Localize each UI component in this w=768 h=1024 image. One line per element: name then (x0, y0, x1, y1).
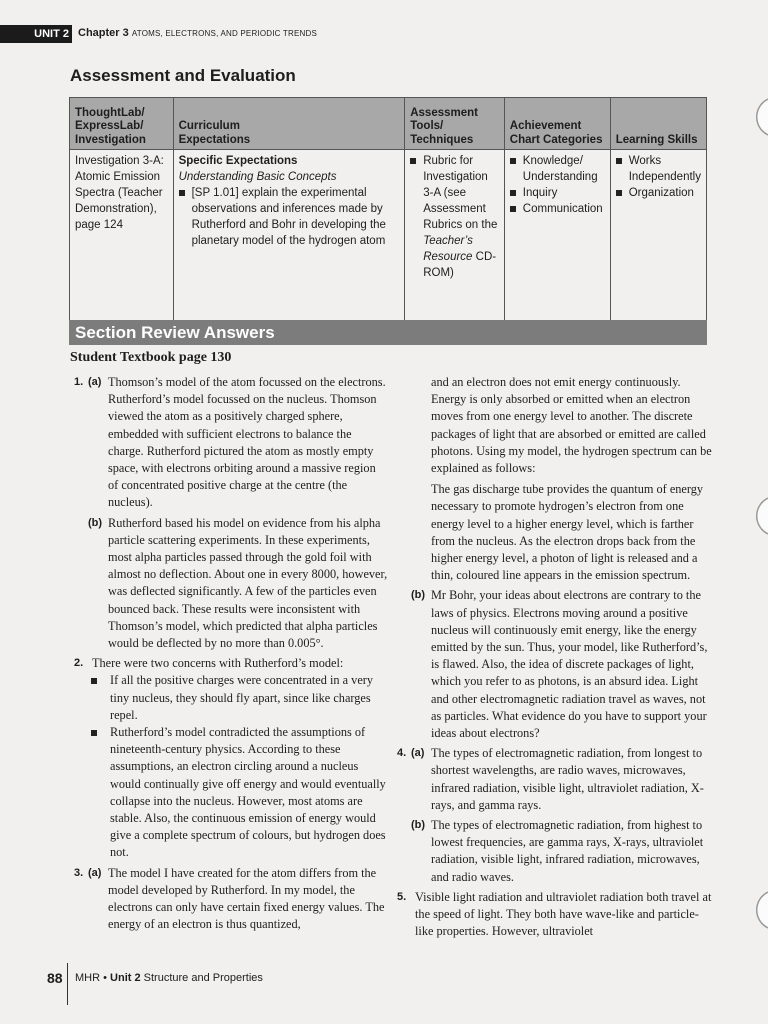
cell-tools (405, 150, 505, 335)
answer-5: 5. Visible light radiation and ultraviolet radiation both travel at the speed of light. They both have wave-like and particle-like properties. However, ultraviolet (397, 889, 712, 939)
answer-3a-continued: and an electron does not emit energy continuously. Energy is only absorbed or emitted when an electron moves from one energy level to another. The discrete packages of light that are absorbed or emitted are called photons. Using my model, the hydrogen spectrum can be explained as follows: (431, 375, 712, 476)
chapter-header (78, 27, 317, 39)
answer-4b: (b) The types of electromagnetic radiation, from highest to lowest frequencies, are gamma rays, X-rays, ultraviolet radiation, visible light, infrared radiation, microwaves, and radio waves. (411, 818, 704, 884)
answer-3b: (b) Mr Bohr, your ideas about electrons are contrary to the laws of physics. Electrons moving around a positive nucleus will continuously emit energy, like the energy emitted by the sun. Thus, your model, like Rutherford’s, is flawed. Also, the idea of discrete packages of light, which you refer to as photons, is an absurd idea. Light and other electromagnetic radiation travel as waves, not as particles. What evidence do you have to support your ideas about electrons? (411, 588, 708, 741)
achievement-item: Knowledge/ Understanding (510, 153, 605, 185)
col-header-curriculum: Curriculum Expectations (173, 98, 405, 150)
right-column (395, 374, 713, 941)
unit-tab: UNIT 2 (0, 25, 72, 43)
binder-hole-icon (724, 494, 768, 538)
left-column (72, 374, 388, 934)
achievement-item: Communication (510, 201, 605, 217)
answer-1a: 1. (a) Thomson’s model of the atom focussed on the electrons. Rutherford’s model focussed on the nucleus. Thomson viewed the atom as a positively charged sphere, embedded with sufficient electrons to balance the charge. Rutherford pictured the atom as mostly empty space, with electrons orbiting around a massive region of concentrated positive charge at the centre (the nucleus). (74, 375, 386, 510)
answer-1b: (b) Rutherford based his model on evidence from his alpha particle scattering experiments. In these experiments, most alpha particles passed through the gold foil with almost no deflection. About one in every 8000, however, was deflected significantly. A few of the particles even bounced back. These results were inconsistent with Thomson’s model, which predicted that alpha particles would be deflected by no more than 0.005°. (88, 515, 388, 651)
answer-3a-explanation: The gas discharge tube provides the quantum of energy necessary to promote hydrogen’s electron from one energy level to a higher energy level, which is farther from the nucleus. As the electron drops back from the higher energy level, a photon of light is released and a thin, coloured line appears in the emission spectrum. (431, 482, 704, 583)
footer-divider (67, 963, 68, 1005)
col-header-tools: Assessment Tools/ Techniques (405, 98, 505, 150)
binder-hole-icon (724, 888, 768, 932)
chapter-title: ATOMS, ELECTRONS, AND PERIODIC TRENDS (131, 29, 318, 38)
cell-investigation: Investigation 3-A: Atomic Emission Spectra (Teacher Demonstration), page 124 (70, 150, 174, 335)
cell-curriculum (173, 150, 405, 335)
answer-3a: 3. (a) The model I have created for the atom differs from the model developed by Rutherford. In my model, the electrons can only have certain fixed energy values. The energy of an electron is thus quantized, (74, 865, 385, 932)
assessment-table (69, 97, 707, 335)
textbook-page-heading: Student Textbook page 130 (70, 350, 232, 365)
col-header-investigation: ThoughtLab/ ExpressLab/ Investigation (70, 98, 174, 150)
table-row (70, 150, 707, 335)
cell-learning (610, 150, 706, 335)
section-banner: Section Review Answers (69, 320, 707, 345)
learning-item: Organization (616, 185, 701, 201)
col-header-achievement: Achievement Chart Categories (504, 98, 610, 150)
curriculum-heading: Specific Expectations (178, 155, 298, 167)
curriculum-item: [SP 1.01] explain the experimental observations and inferences made by Rutherford and Bohr in developing the planetary model of the hydrogen atom (179, 185, 400, 249)
binder-hole-icon (724, 95, 768, 139)
answer-2-bullet: If all the positive charges were concentrated in a very tiny nucleus, they should fly apart, since like charges repel. (72, 672, 388, 724)
answer-4a: 4. (a) The types of electromagnetic radiation, from longest to shortest wavelengths, are radio waves, microwaves, infrared radiation, visible light, ultraviolet radiation, X-rays, and gamma rays. (397, 746, 704, 812)
achievement-item: Inquiry (510, 185, 605, 201)
page-number: 88 (47, 970, 63, 986)
col-header-learning: Learning Skills (610, 98, 706, 150)
curriculum-subheading: Understanding Basic Concepts (178, 171, 337, 183)
cell-achievement (504, 150, 610, 335)
answer-2-bullet: Rutherford’s model contradicted the assumptions of nineteenth-century physics. According to these assumptions, an electron circling around a nucleus would continually give off energy and would eventually collapse into the nucleus. However, most atoms are stable. Also, the continuous emission of energy would give a complete spectrum of colours, but hydrogen does not. (72, 724, 388, 862)
tools-item: Rubric for Investigation 3-A (see Assessment Rubrics on the Teacher’s Resource CD-ROM) (410, 153, 499, 281)
table-header-row (70, 98, 707, 150)
chapter-label: Chapter 3 (78, 27, 129, 39)
answer-2: 2. There were two concerns with Rutherford’s model: (74, 656, 344, 671)
footer-text: MHR • Unit 2 Structure and Properties (75, 972, 263, 984)
assessment-title: Assessment and Evaluation (70, 66, 296, 85)
learning-item: Works Independently (616, 153, 701, 185)
